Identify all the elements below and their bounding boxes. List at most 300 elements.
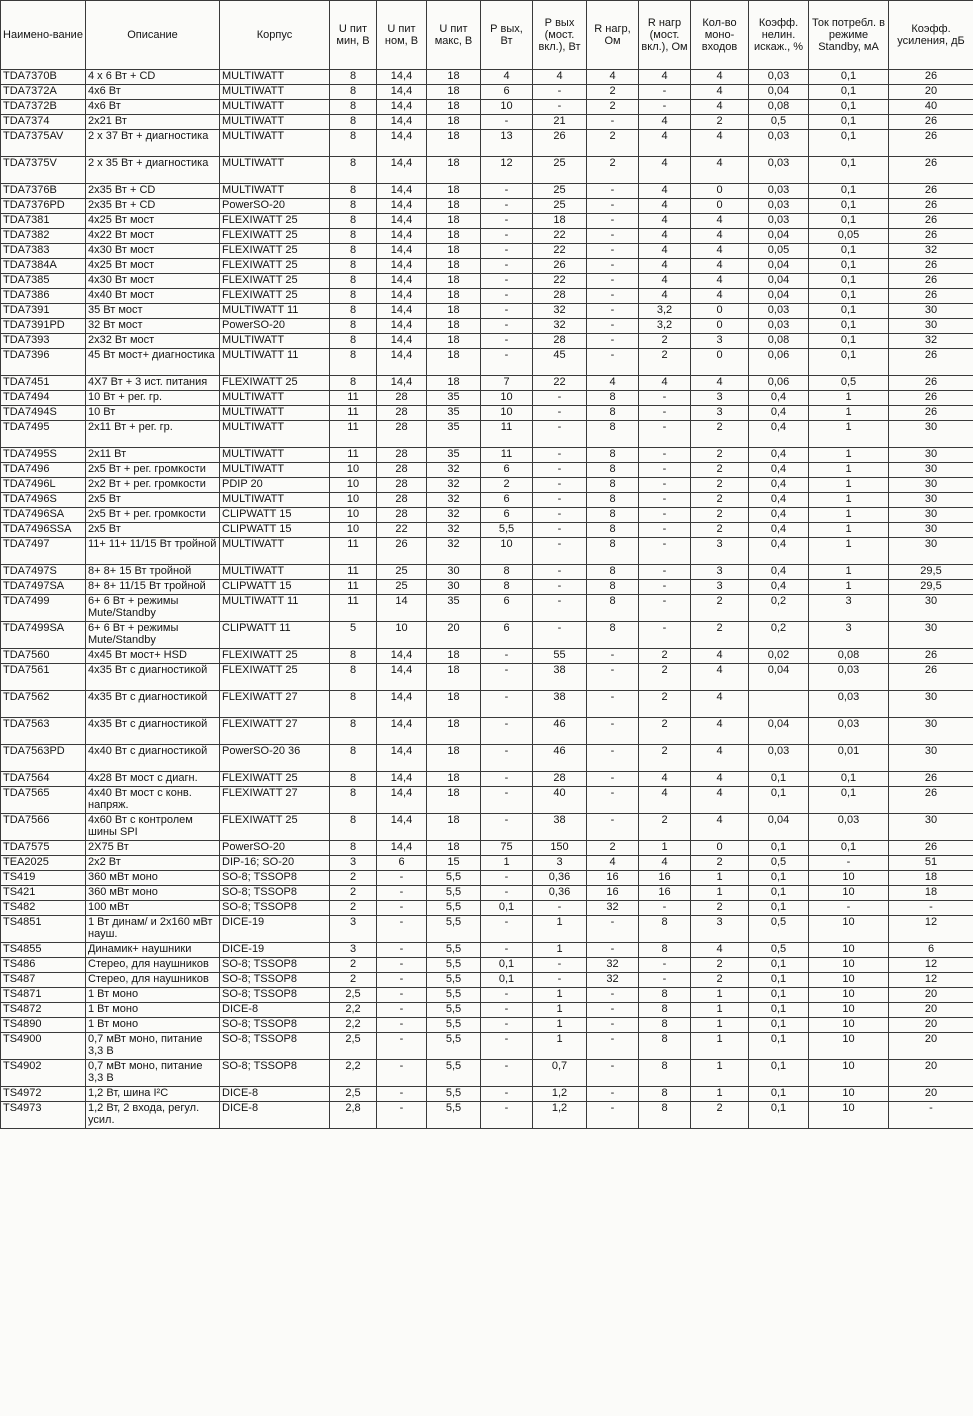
table-cell: 4x6 Вт	[86, 100, 220, 115]
table-cell: 8+ 8+ 15 Вт тройной	[86, 565, 220, 580]
table-cell: 8	[330, 244, 377, 259]
table-cell: 10	[330, 523, 377, 538]
table-cell: TS4900	[1, 1033, 86, 1060]
table-cell: 8	[639, 1087, 691, 1102]
table-row	[1, 493, 973, 508]
table-cell: 12	[889, 958, 973, 973]
table-cell: 8	[639, 1018, 691, 1033]
table-cell: 12	[481, 157, 533, 184]
table-cell: 32	[427, 508, 481, 523]
table-cell: 0,1	[809, 349, 889, 376]
table-cell: TDA7386	[1, 289, 86, 304]
table-cell: 10	[809, 1033, 889, 1060]
table-cell: 14,4	[377, 319, 427, 334]
table-cell: 2	[691, 901, 749, 916]
table-cell: 18	[427, 100, 481, 115]
column-header: Р вых (мост. вкл.), Вт	[533, 1, 587, 70]
table-cell: -	[481, 184, 533, 199]
table-cell: -	[587, 244, 639, 259]
table-cell: -	[639, 538, 691, 565]
table-cell: 0,02	[749, 649, 809, 664]
table-cell: 2x11 Вт + рег. гр.	[86, 421, 220, 448]
table-cell: TS4902	[1, 1060, 86, 1087]
table-cell: 4x40 Вт мост с конв. напряж.	[86, 787, 220, 814]
table-cell: 18	[427, 289, 481, 304]
table-cell: 0,1	[809, 841, 889, 856]
table-cell: -	[481, 334, 533, 349]
table-cell: 2	[330, 901, 377, 916]
table-cell: -	[587, 349, 639, 376]
table-cell: 14,4	[377, 229, 427, 244]
table-cell: -	[481, 745, 533, 772]
table-row	[1, 274, 973, 289]
table-cell: 14,4	[377, 184, 427, 199]
table-cell: MULTIWATT	[220, 115, 330, 130]
table-cell: 0,04	[749, 289, 809, 304]
table-cell: 11	[330, 448, 377, 463]
table-cell: 0,7	[533, 1060, 587, 1087]
table-cell: 4	[691, 664, 749, 691]
table-cell: -	[481, 274, 533, 289]
table-cell: 6	[481, 463, 533, 478]
table-cell: 11	[330, 406, 377, 421]
table-cell: -	[377, 886, 427, 901]
table-cell: -	[587, 319, 639, 334]
table-cell: 18	[427, 244, 481, 259]
column-header: U пит ном, В	[377, 1, 427, 70]
table-cell: SO-8; TSSOP8	[220, 973, 330, 988]
table-cell: 0,36	[533, 871, 587, 886]
table-cell: -	[533, 478, 587, 493]
table-cell: -	[587, 772, 639, 787]
table-cell: 3,2	[639, 319, 691, 334]
table-cell: 6	[481, 85, 533, 100]
table-cell: -	[481, 649, 533, 664]
table-cell: 8	[587, 478, 639, 493]
table-cell: 0,1	[749, 787, 809, 814]
table-cell: 22	[533, 274, 587, 289]
table-cell: TDA7497S	[1, 565, 86, 580]
table-cell: 14,4	[377, 85, 427, 100]
table-cell: 15	[427, 856, 481, 871]
table-cell: -	[481, 319, 533, 334]
table-cell: TDA7384A	[1, 259, 86, 274]
table-cell: TS4973	[1, 1102, 86, 1129]
table-cell: 0	[691, 304, 749, 319]
table-cell: -	[481, 1033, 533, 1060]
table-row	[1, 214, 973, 229]
table-cell: -	[587, 718, 639, 745]
table-cell: 4x35 Вт с диагностикой	[86, 664, 220, 691]
table-cell: -	[481, 244, 533, 259]
table-cell: 18	[889, 871, 973, 886]
table-cell: 0,4	[749, 565, 809, 580]
table-row	[1, 523, 973, 538]
table-row	[1, 1060, 973, 1087]
table-cell: 14,4	[377, 376, 427, 391]
table-cell: 4	[587, 856, 639, 871]
table-cell: -	[481, 871, 533, 886]
table-cell: -	[481, 304, 533, 319]
table-cell: 26	[889, 229, 973, 244]
table-cell: 4	[481, 70, 533, 85]
table-cell: 2x11 Вт	[86, 448, 220, 463]
table-cell: 2	[691, 958, 749, 973]
table-cell: 4X7 Вт + 3 ист. питания	[86, 376, 220, 391]
table-cell: 4	[587, 70, 639, 85]
table-row	[1, 259, 973, 274]
table-row	[1, 289, 973, 304]
table-cell: TDA7496S	[1, 493, 86, 508]
table-cell: MULTIWATT	[220, 391, 330, 406]
table-cell: FLEXIWATT 25	[220, 814, 330, 841]
table-cell: 4	[639, 787, 691, 814]
table-cell: -	[533, 85, 587, 100]
table-cell: -	[587, 814, 639, 841]
table-cell: FLEXIWATT 25	[220, 649, 330, 664]
table-cell: 35	[427, 448, 481, 463]
table-cell: 26	[889, 841, 973, 856]
table-cell: 28	[533, 289, 587, 304]
table-cell: -	[533, 565, 587, 580]
table-cell: 8	[330, 199, 377, 214]
table-cell: 18	[427, 841, 481, 856]
table-cell: TDA7382	[1, 229, 86, 244]
table-cell: 1	[809, 538, 889, 565]
table-cell: 4	[639, 289, 691, 304]
table-cell: 18	[427, 85, 481, 100]
table-cell: 4	[691, 814, 749, 841]
table-cell: DICE-19	[220, 916, 330, 943]
table-cell: 1	[809, 391, 889, 406]
table-cell: -	[587, 274, 639, 289]
table-cell: -	[377, 1018, 427, 1033]
table-cell: 1	[533, 1003, 587, 1018]
table-cell: 1	[809, 508, 889, 523]
table-header	[1, 1, 973, 70]
table-cell: 3	[691, 406, 749, 421]
table-cell: Стерео, для наушников	[86, 973, 220, 988]
table-cell: 1	[533, 1018, 587, 1033]
table-cell: 2	[691, 856, 749, 871]
table-cell: 18	[427, 334, 481, 349]
table-cell: 2	[691, 448, 749, 463]
table-cell: 0,5	[809, 376, 889, 391]
table-cell: 20	[889, 1033, 973, 1060]
table-cell: -	[889, 901, 973, 916]
table-cell: 2	[330, 973, 377, 988]
table-cell: 8	[330, 334, 377, 349]
table-cell: TDA7375AV	[1, 130, 86, 157]
table-cell: 4	[691, 214, 749, 229]
table-row	[1, 1018, 973, 1033]
table-cell: 8	[330, 184, 377, 199]
table-cell: 18	[889, 886, 973, 901]
table-cell: 0,1	[809, 199, 889, 214]
table-cell: 0,1	[809, 319, 889, 334]
table-cell: 0,1	[481, 973, 533, 988]
table-row	[1, 421, 973, 448]
table-cell: 18	[427, 157, 481, 184]
table-cell: 18	[533, 214, 587, 229]
table-cell: -	[481, 814, 533, 841]
table-cell: -	[377, 901, 427, 916]
table-cell: 0,1	[809, 334, 889, 349]
table-cell: 45 Вт мост+ диагностика	[86, 349, 220, 376]
table-cell: 26	[889, 391, 973, 406]
table-cell: -	[377, 943, 427, 958]
table-cell: 8	[330, 376, 377, 391]
table-cell: MULTIWATT	[220, 100, 330, 115]
table-cell: -	[639, 85, 691, 100]
table-cell: 0,04	[749, 814, 809, 841]
table-cell: SO-8; TSSOP8	[220, 871, 330, 886]
table-cell: 0	[691, 841, 749, 856]
table-cell: 2	[691, 493, 749, 508]
table-cell: 28	[377, 448, 427, 463]
table-cell: 0,4	[749, 391, 809, 406]
table-cell: -	[639, 973, 691, 988]
table-cell: 26	[889, 157, 973, 184]
table-cell: 0,08	[809, 649, 889, 664]
table-cell: 0,1	[809, 787, 889, 814]
table-cell: 100 мВт	[86, 901, 220, 916]
table-cell: 2	[639, 664, 691, 691]
table-cell: -	[639, 448, 691, 463]
table-cell: 0,04	[749, 259, 809, 274]
table-cell: -	[481, 664, 533, 691]
table-cell: MULTIWATT	[220, 70, 330, 85]
table-row	[1, 1033, 973, 1060]
table-cell: TDA7376B	[1, 184, 86, 199]
table-cell: 0,06	[749, 349, 809, 376]
table-cell: 3,2	[639, 304, 691, 319]
table-cell: 30	[889, 478, 973, 493]
table-cell: TS4871	[1, 988, 86, 1003]
table-cell: 32	[533, 304, 587, 319]
table-cell: 26	[889, 259, 973, 274]
table-cell: 18	[427, 649, 481, 664]
table-cell: 5,5	[481, 523, 533, 538]
table-cell: 2	[691, 523, 749, 538]
table-cell: 11	[481, 448, 533, 463]
table-cell: -	[587, 115, 639, 130]
table-cell: FLEXIWATT 25	[220, 772, 330, 787]
table-cell: 18	[427, 214, 481, 229]
table-cell: 0,4	[749, 538, 809, 565]
table-row	[1, 745, 973, 772]
table-cell: -	[639, 406, 691, 421]
table-cell: -	[533, 958, 587, 973]
table-cell: 2	[691, 478, 749, 493]
table-cell: 14,4	[377, 115, 427, 130]
table-cell: 0,1	[749, 958, 809, 973]
table-cell: -	[533, 901, 587, 916]
table-cell: PowerSO-20	[220, 319, 330, 334]
table-cell: 20	[889, 1087, 973, 1102]
table-cell: 5,5	[427, 943, 481, 958]
table-cell: 14,4	[377, 199, 427, 214]
table-cell: FLEXIWATT 25	[220, 664, 330, 691]
table-cell: 1	[533, 1033, 587, 1060]
table-cell: 8	[330, 85, 377, 100]
table-cell: -	[481, 289, 533, 304]
table-cell: 0,1	[809, 184, 889, 199]
table-cell: 0,01	[809, 745, 889, 772]
table-cell: 8	[587, 406, 639, 421]
table-cell: 32	[587, 901, 639, 916]
table-cell: -	[587, 229, 639, 244]
table-cell: 5,5	[427, 886, 481, 901]
table-cell: SO-8; TSSOP8	[220, 886, 330, 901]
table-cell: 30	[427, 580, 481, 595]
table-cell: 22	[533, 376, 587, 391]
table-cell: 5,5	[427, 973, 481, 988]
table-cell: 28	[377, 478, 427, 493]
table-cell: 18	[427, 130, 481, 157]
table-cell: 8	[330, 841, 377, 856]
table-cell: 4x30 Вт мост	[86, 274, 220, 289]
table-cell: -	[533, 391, 587, 406]
table-cell: 4	[639, 376, 691, 391]
table-cell: 4x28 Вт мост с диагн.	[86, 772, 220, 787]
table-cell: TDA7563	[1, 718, 86, 745]
table-cell: SO-8; TSSOP8	[220, 901, 330, 916]
table-cell: -	[587, 289, 639, 304]
table-cell: 18	[427, 115, 481, 130]
table-cell: -	[639, 565, 691, 580]
table-cell: 4x30 Вт мост	[86, 244, 220, 259]
table-cell: 18	[427, 70, 481, 85]
table-cell: 28	[533, 772, 587, 787]
table-cell: 4	[691, 157, 749, 184]
table-cell: MULTIWATT	[220, 406, 330, 421]
table-cell: 0,08	[749, 100, 809, 115]
table-row	[1, 664, 973, 691]
table-cell: 8	[639, 1060, 691, 1087]
table-cell: -	[377, 958, 427, 973]
table-cell: 4	[639, 274, 691, 289]
table-cell: 1	[691, 988, 749, 1003]
table-cell: 2	[481, 478, 533, 493]
table-cell: Стерео, для наушников	[86, 958, 220, 973]
table-cell: 8	[330, 100, 377, 115]
table-cell: 8	[330, 718, 377, 745]
table-cell: 38	[533, 691, 587, 718]
table-cell: -	[481, 886, 533, 901]
table-cell: 1	[809, 478, 889, 493]
table-cell: -	[587, 649, 639, 664]
table-cell: 2	[691, 115, 749, 130]
table-cell: 0,1	[749, 988, 809, 1003]
table-cell: -	[533, 538, 587, 565]
table-cell: 4	[691, 70, 749, 85]
table-row	[1, 988, 973, 1003]
table-cell: -	[533, 580, 587, 595]
table-cell: 8	[587, 493, 639, 508]
table-cell: FLEXIWATT 25	[220, 274, 330, 289]
table-cell: -	[481, 259, 533, 274]
table-cell: 11	[330, 565, 377, 580]
table-cell: 18	[427, 304, 481, 319]
table-cell: 40	[533, 787, 587, 814]
table-cell: 14,4	[377, 259, 427, 274]
table-cell: -	[533, 595, 587, 622]
table-cell: -	[587, 943, 639, 958]
table-cell: 3	[691, 580, 749, 595]
table-cell: -	[481, 772, 533, 787]
table-cell: 4	[639, 214, 691, 229]
table-cell: DICE-19	[220, 943, 330, 958]
table-cell: 4x25 Вт мост	[86, 259, 220, 274]
table-cell: TDA7383	[1, 244, 86, 259]
table-cell: 4	[691, 718, 749, 745]
table-cell: TDA7562	[1, 691, 86, 718]
table-row	[1, 70, 973, 85]
table-cell: 1 Вт моно	[86, 1003, 220, 1018]
table-cell: 1,2 Вт, 2 входа, регул. усил.	[86, 1102, 220, 1129]
table-cell: TS4872	[1, 1003, 86, 1018]
table-cell: TS486	[1, 958, 86, 973]
table-cell: 0,03	[749, 184, 809, 199]
table-cell: 26	[889, 376, 973, 391]
table-cell: 4	[639, 772, 691, 787]
table-cell: 26	[889, 289, 973, 304]
table-cell: 8	[587, 448, 639, 463]
table-cell: 2	[330, 958, 377, 973]
table-row	[1, 718, 973, 745]
table-cell: 8	[481, 565, 533, 580]
table-cell: 4	[639, 130, 691, 157]
table-cell: 6+ 6 Вт + режимы Mute/Standby	[86, 595, 220, 622]
table-cell: SO-8; TSSOP8	[220, 988, 330, 1003]
table-cell: 30	[889, 463, 973, 478]
table-cell: 0	[691, 184, 749, 199]
table-cell: 0,1	[749, 1018, 809, 1033]
table-cell: FLEXIWATT 25	[220, 259, 330, 274]
table-cell: -	[639, 901, 691, 916]
table-row	[1, 199, 973, 214]
table-cell: -	[377, 1060, 427, 1087]
table-cell: 26	[533, 130, 587, 157]
table-cell: 11	[481, 421, 533, 448]
table-cell: 3	[533, 856, 587, 871]
table-cell: 5,5	[427, 1060, 481, 1087]
table-cell: 26	[533, 259, 587, 274]
table-cell: 2	[587, 130, 639, 157]
table-cell: 1,2 Вт, шина I²C	[86, 1087, 220, 1102]
table-cell: -	[533, 622, 587, 649]
table-cell: MULTIWATT	[220, 85, 330, 100]
table-cell: 4	[691, 772, 749, 787]
table-cell: -	[481, 691, 533, 718]
table-cell: 32	[889, 334, 973, 349]
table-cell: 26	[889, 115, 973, 130]
table-cell: 0,1	[809, 70, 889, 85]
table-cell: 26	[889, 214, 973, 229]
table-cell: TDA7374	[1, 115, 86, 130]
table-cell: FLEXIWATT 25	[220, 214, 330, 229]
table-cell: 32	[427, 493, 481, 508]
table-cell: 32	[427, 523, 481, 538]
table-cell: 8	[330, 304, 377, 319]
table-cell: 4	[639, 199, 691, 214]
table-cell: 26	[889, 184, 973, 199]
table-cell: TDA7372B	[1, 100, 86, 115]
table-cell: 1	[809, 406, 889, 421]
table-cell: 14,4	[377, 664, 427, 691]
table-cell: 5,5	[427, 901, 481, 916]
